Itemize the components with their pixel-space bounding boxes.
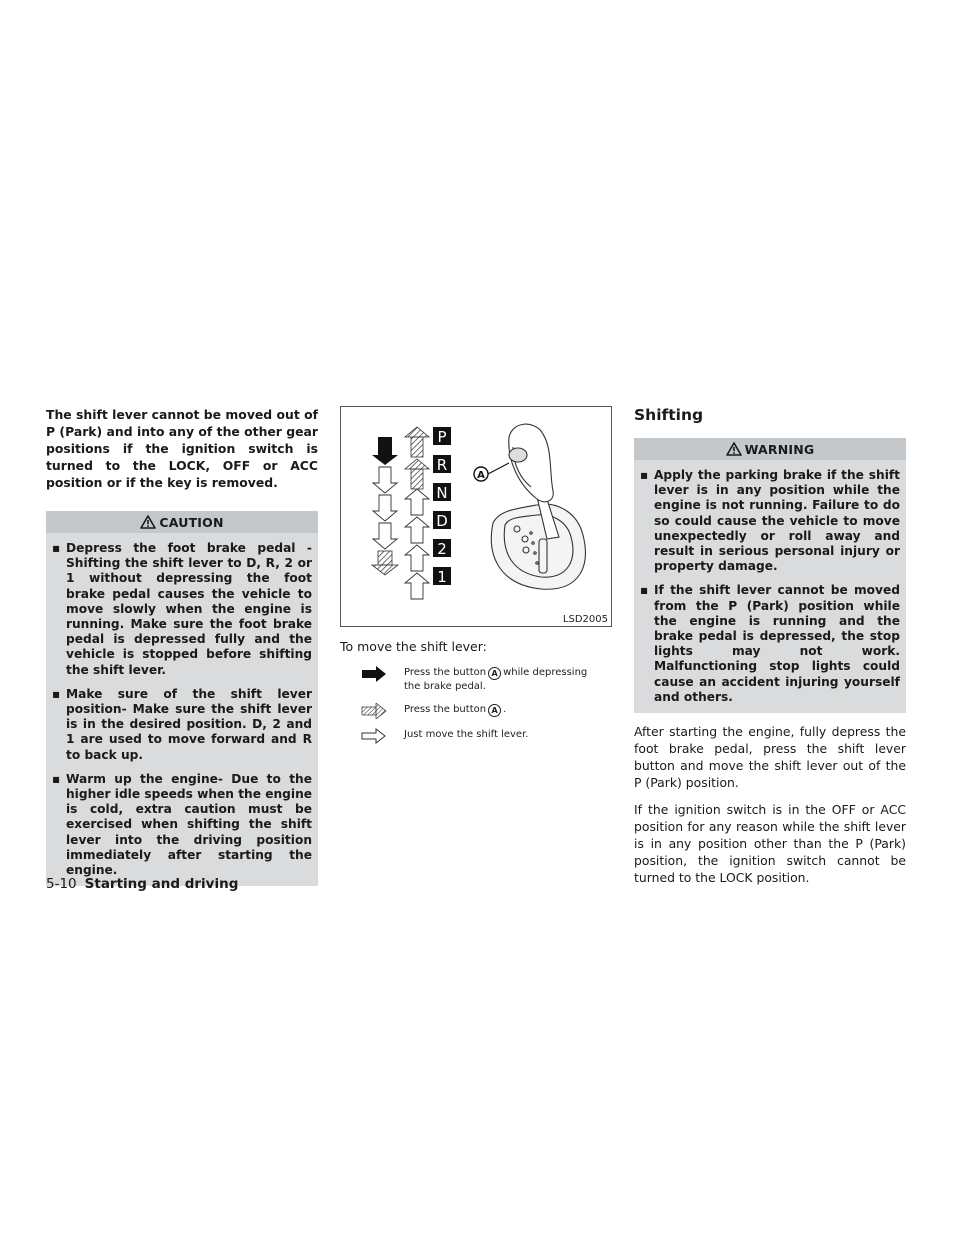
callout-a bbox=[474, 463, 509, 481]
hatched-arrow bbox=[405, 459, 429, 489]
shift-lever-illustration bbox=[491, 424, 585, 589]
shift-lever-figure bbox=[340, 406, 612, 627]
outline-arrow bbox=[405, 489, 429, 599]
column-middle bbox=[340, 406, 612, 753]
warning-title: WARNING bbox=[744, 441, 815, 457]
figure-code: LSD2005 bbox=[562, 614, 608, 625]
svg-text:A: A bbox=[477, 470, 485, 481]
figure-caption: To move the shift lever: bbox=[340, 639, 487, 654]
column-right bbox=[634, 406, 906, 886]
gear-label: 2 bbox=[437, 540, 447, 558]
caution-item: ▪ Depress the foot brake pedal - Shifting the shift lever to D, R, 2 or 1 without depressing the foot brake pedal causes the vehicle to move slowly when the engine is running. Make sure the foot brake pedal is depressed fully and the vehicle is stopped before shifting the shift lever. bbox=[52, 541, 312, 677]
gear-labels bbox=[433, 427, 451, 586]
warning-triangle-icon bbox=[140, 515, 156, 529]
caution-header bbox=[46, 511, 318, 533]
gear-label: 1 bbox=[437, 568, 447, 586]
gear-label: N bbox=[436, 484, 448, 502]
warning-item: ▪ Apply the parking brake if the shift lever is in any position while the engine is not running. Failure to do so could cause the vehicle to move unexpectedly or roll away and result in serious personal injury or property damage. bbox=[640, 468, 900, 574]
hatched-arrow bbox=[405, 427, 429, 457]
solid-arrow-icon bbox=[354, 666, 394, 682]
caution-box bbox=[46, 511, 318, 886]
solid-arrow bbox=[372, 437, 398, 465]
legend-item: Just move the shift lever. bbox=[340, 728, 612, 744]
hatched-arrow bbox=[372, 551, 398, 575]
legend-item: Press the button A while depressing the brake pedal. bbox=[340, 666, 612, 694]
gear-label: P bbox=[437, 428, 447, 446]
intro-paragraph: The shift lever cannot be moved out of P (Park) and into any of the other gear positions if the ignition switch is turned to the LOCK, OFF or ACC position or if the key is removed. bbox=[46, 407, 318, 490]
hatched-arrow-icon bbox=[354, 703, 394, 719]
button-a-marker: A bbox=[488, 704, 501, 717]
caution-item: ▪ Make sure of the shift lever position- Make sure the shift lever is in the desired position. D, 2 and 1 are used to move forward and R to back up. bbox=[52, 686, 312, 762]
caution-item: ▪ Warm up the engine- Due to the higher idle speeds when the engine is cold, extra caution must be exercised when shifting the shift lever into the driving position immediately after starting the engine. bbox=[52, 771, 313, 878]
chapter-title: Starting and driving bbox=[84, 876, 239, 892]
page-number: 5-10 bbox=[46, 876, 77, 892]
body-paragraph: After starting the engine, fully depress the foot brake pedal, press the shift lever button and move the shift lever out of the P (Park) position. bbox=[634, 724, 906, 791]
column-left bbox=[46, 406, 318, 886]
warning-header bbox=[634, 438, 906, 460]
shift-diagram bbox=[341, 407, 611, 626]
warning-box bbox=[634, 438, 906, 713]
warning-item: ▪ If the shift lever cannot be moved from the P (Park) position while the engine is running and the brake pedal is depressed, the stop lights may not work. Malfunctioning stop lights could cause an accident injuring yourself and others. bbox=[640, 583, 900, 704]
gear-label: D bbox=[436, 512, 448, 530]
outline-arrow bbox=[373, 467, 397, 549]
button-a-marker: A bbox=[488, 667, 501, 680]
section-title: Shifting bbox=[634, 406, 704, 424]
body-paragraph: If the ignition switch is in the OFF or ACC position for any reason while the shift lever is in any position other than the P (Park) position, the ignition switch cannot be turned to the LOCK position. bbox=[634, 802, 906, 886]
legend-item: Press the button A . bbox=[340, 703, 612, 719]
caution-title: CAUTION bbox=[159, 514, 224, 530]
warning-triangle-icon bbox=[726, 442, 742, 456]
outline-arrow-icon bbox=[354, 728, 394, 744]
page-footer bbox=[46, 876, 238, 892]
gear-label: R bbox=[436, 456, 448, 474]
